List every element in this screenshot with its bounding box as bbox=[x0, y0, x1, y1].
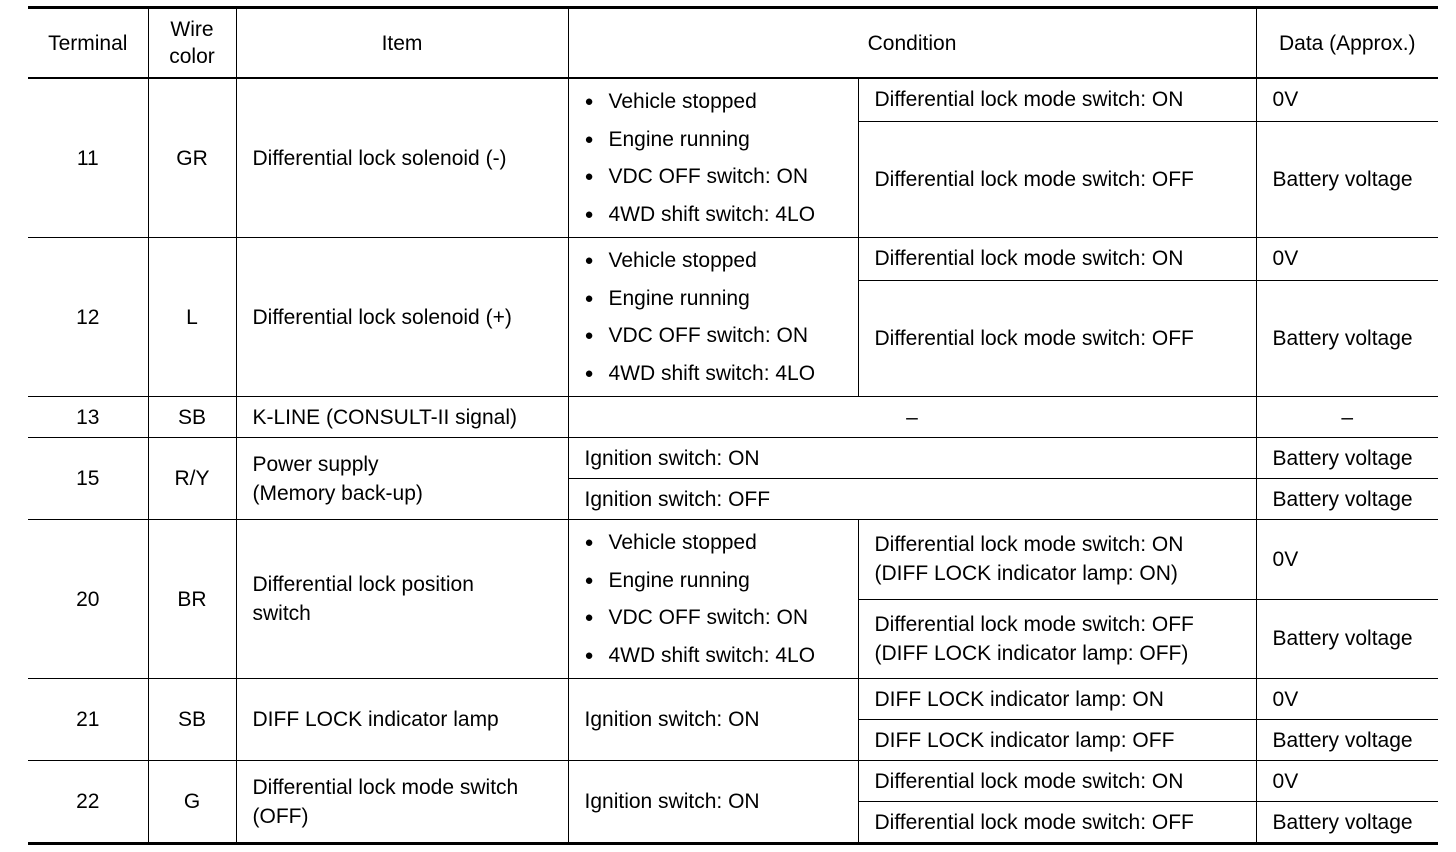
item-line: Differential lock mode switch bbox=[252, 775, 519, 799]
condition-bullet: ● Engine running bbox=[585, 562, 842, 600]
condition-list bbox=[568, 78, 858, 238]
data-cell: Battery voltage bbox=[1256, 720, 1438, 761]
wire-color-cell: G bbox=[148, 761, 236, 844]
sub-condition-line: (DIFF LOCK indicator lamp: ON) bbox=[874, 562, 1178, 586]
header-item: Item bbox=[236, 8, 568, 79]
condition-cell: Ignition switch: ON bbox=[568, 438, 1256, 479]
data-cell: 0V bbox=[1256, 238, 1438, 281]
data-cell: Battery voltage bbox=[1256, 280, 1438, 396]
header-data: Data (Approx.) bbox=[1256, 8, 1438, 79]
wire-color-cell: R/Y bbox=[148, 438, 236, 520]
condition-cell: Ignition switch: OFF bbox=[568, 479, 1256, 520]
condition-cell: – bbox=[568, 397, 1256, 438]
data-cell: Battery voltage bbox=[1256, 121, 1438, 237]
wire-color-cell: GR bbox=[148, 78, 236, 238]
wire-color-cell: SB bbox=[148, 679, 236, 761]
sub-condition-cell: Differential lock mode switch: ON bbox=[858, 78, 1256, 121]
terminal-cell: 12 bbox=[28, 238, 148, 397]
item-line: (Memory back-up) bbox=[252, 481, 423, 505]
condition-bullet: ● Engine running bbox=[585, 121, 842, 159]
table-row bbox=[28, 438, 1438, 479]
data-cell: 0V bbox=[1256, 679, 1438, 720]
data-cell: 0V bbox=[1256, 520, 1438, 600]
condition-cell: Ignition switch: ON bbox=[568, 679, 858, 761]
sub-condition-cell: Differential lock mode switch: OFF bbox=[858, 802, 1256, 844]
sub-condition-line: (DIFF LOCK indicator lamp: OFF) bbox=[874, 641, 1189, 665]
sub-condition-cell bbox=[858, 599, 1256, 679]
sub-condition-cell: Differential lock mode switch: OFF bbox=[858, 121, 1256, 237]
sub-condition-cell: Differential lock mode switch: ON bbox=[858, 238, 1256, 281]
item-cell: Differential lock solenoid (+) bbox=[236, 238, 568, 397]
terminal-cell: 13 bbox=[28, 397, 148, 438]
terminal-cell: 21 bbox=[28, 679, 148, 761]
condition-bullet: ● Vehicle stopped bbox=[585, 83, 842, 121]
item-line: Differential lock position bbox=[252, 573, 474, 596]
item-line: Power supply bbox=[252, 452, 379, 476]
item-cell bbox=[236, 520, 568, 679]
wire-color-cell: BR bbox=[148, 520, 236, 679]
data-cell: Battery voltage bbox=[1256, 438, 1438, 479]
condition-bullet: ● 4WD shift switch: 4LO bbox=[585, 355, 842, 393]
sub-condition-cell bbox=[858, 520, 1256, 600]
sub-condition-line: Differential lock mode switch: ON bbox=[874, 533, 1184, 557]
wire-color-cell: SB bbox=[148, 397, 236, 438]
sub-condition-cell: Differential lock mode switch: OFF bbox=[858, 280, 1256, 396]
terminal-cell: 15 bbox=[28, 438, 148, 520]
condition-bullet: ● 4WD shift switch: 4LO bbox=[585, 637, 842, 675]
data-cell: Battery voltage bbox=[1256, 802, 1438, 844]
sub-condition-line: Differential lock mode switch: OFF bbox=[874, 612, 1194, 636]
terminal-cell: 11 bbox=[28, 78, 148, 238]
condition-list bbox=[568, 520, 858, 679]
header-wire-color-line2: color bbox=[169, 45, 215, 68]
item-cell bbox=[236, 438, 568, 520]
header-wire-color-line1: Wire bbox=[170, 18, 214, 41]
sub-condition-cell: Differential lock mode switch: ON bbox=[858, 761, 1256, 802]
table-row bbox=[28, 397, 1438, 438]
header-row bbox=[28, 8, 1438, 79]
table-row bbox=[28, 761, 1438, 802]
condition-bullet: ● VDC OFF switch: ON bbox=[585, 158, 842, 196]
sub-condition-cell: DIFF LOCK indicator lamp: OFF bbox=[858, 720, 1256, 761]
item-cell: Differential lock solenoid (-) bbox=[236, 78, 568, 238]
condition-bullet: ● 4WD shift switch: 4LO bbox=[585, 196, 842, 234]
terminal-cell: 20 bbox=[28, 520, 148, 679]
terminal-data-table bbox=[28, 6, 1438, 845]
table-row bbox=[28, 238, 1438, 281]
condition-bullet: ● Vehicle stopped bbox=[585, 242, 842, 280]
condition-bullet: ● Vehicle stopped bbox=[585, 524, 842, 562]
condition-bullet: ● VDC OFF switch: ON bbox=[585, 317, 842, 355]
table-row bbox=[28, 679, 1438, 720]
data-cell: Battery voltage bbox=[1256, 479, 1438, 520]
data-cell: 0V bbox=[1256, 78, 1438, 121]
condition-bullet: ● Engine running bbox=[585, 280, 842, 318]
item-line: switch bbox=[252, 602, 311, 625]
data-cell: – bbox=[1256, 397, 1438, 438]
data-cell: 0V bbox=[1256, 761, 1438, 802]
sub-condition-cell: DIFF LOCK indicator lamp: ON bbox=[858, 679, 1256, 720]
data-cell: Battery voltage bbox=[1256, 599, 1438, 679]
item-cell bbox=[236, 761, 568, 844]
condition-bullet: ● VDC OFF switch: ON bbox=[585, 599, 842, 637]
table-row bbox=[28, 78, 1438, 121]
item-line: (OFF) bbox=[252, 804, 309, 828]
item-cell: K-LINE (CONSULT-II signal) bbox=[236, 397, 568, 438]
header-terminal: Terminal bbox=[28, 8, 148, 79]
header-condition: Condition bbox=[568, 8, 1256, 79]
condition-cell: Ignition switch: ON bbox=[568, 761, 858, 844]
table-row bbox=[28, 520, 1438, 600]
header-wire-color bbox=[148, 8, 236, 79]
condition-list bbox=[568, 238, 858, 397]
wire-color-cell: L bbox=[148, 238, 236, 397]
terminal-cell: 22 bbox=[28, 761, 148, 844]
item-cell: DIFF LOCK indicator lamp bbox=[236, 679, 568, 761]
